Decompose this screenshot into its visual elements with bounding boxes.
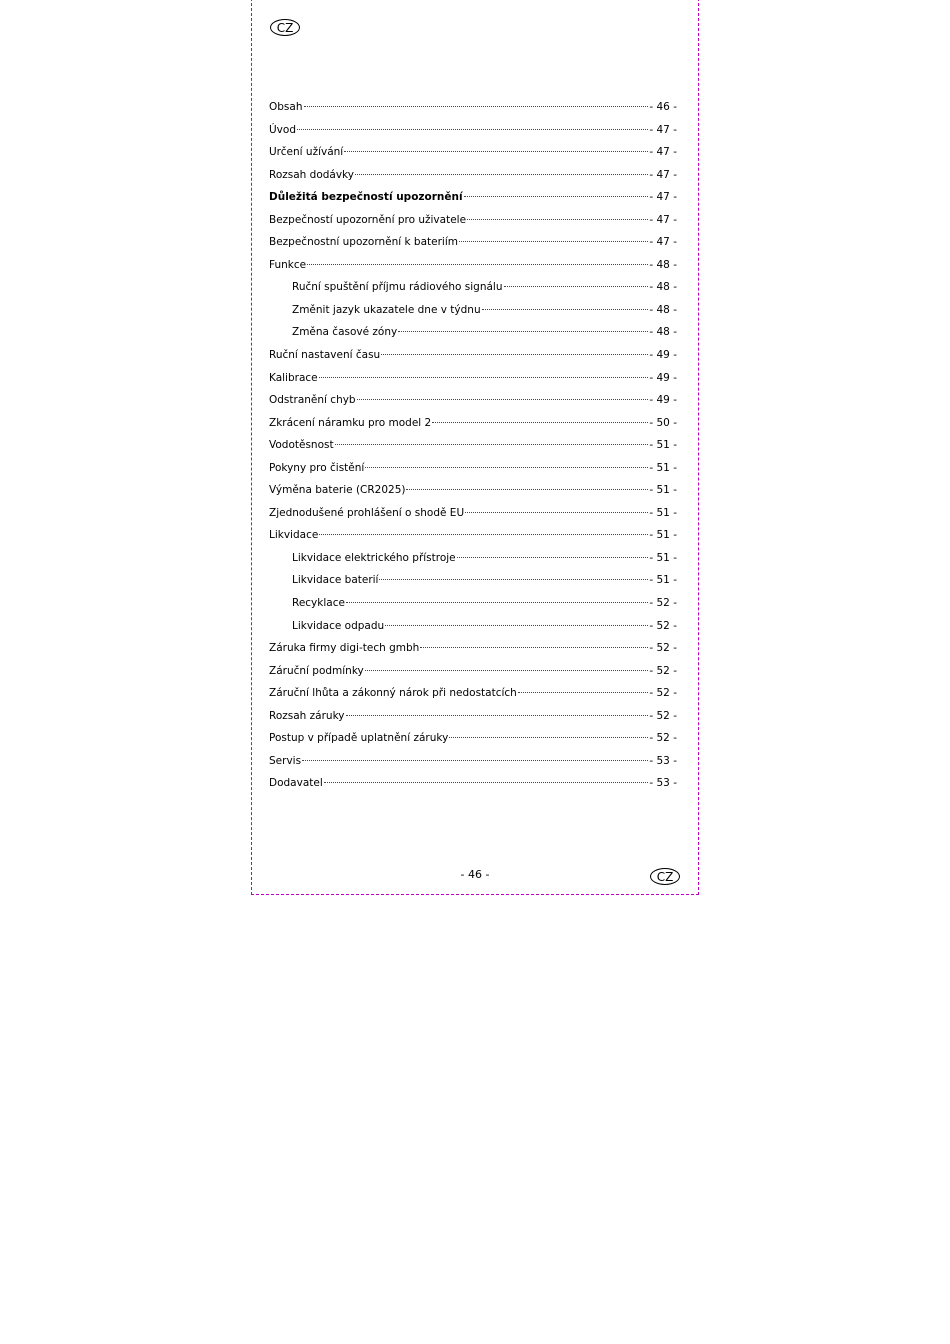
toc-entry-page: - 52 - [649,642,677,655]
toc-entry-title: Recyklace [292,597,345,610]
toc-dot-leader [406,488,648,490]
toc-entry-page: - 51 - [649,461,677,474]
toc-entry-page: - 46 - [649,101,677,113]
toc-dot-leader [449,736,648,738]
toc-dot-leader [482,308,649,310]
toc-entry[interactable] [269,299,677,322]
table-of-contents [269,96,677,795]
toc-dot-leader [518,691,649,693]
toc-entry-title: Ruční spuštění příjmu rádiového signálu [292,281,503,294]
toc-entry-title: Zjednodušené prohlášení o shodě EU [269,506,465,519]
toc-entry-page: - 52 - [649,597,677,610]
toc-entry-page: - 47 - [649,236,677,249]
toc-entry[interactable] [269,457,677,480]
toc-entry[interactable] [269,660,677,683]
toc-dot-leader [324,781,649,783]
toc-entry[interactable] [269,524,677,547]
toc-entry[interactable] [269,367,677,390]
toc-entry[interactable] [269,434,677,457]
toc-dot-leader [432,421,648,423]
toc-dot-leader [365,669,649,671]
toc-entry-title: Záruka firmy digi-tech gmbh [269,642,420,655]
toc-entry[interactable] [269,615,677,638]
toc-entry-page: - 52 - [649,709,677,722]
toc-dot-leader [302,759,648,761]
toc-entry[interactable] [269,502,677,525]
toc-dot-leader [344,150,648,152]
page-number: - 46 - [460,868,490,881]
toc-entry-title: Určení užívání [269,146,344,159]
toc-entry[interactable] [269,412,677,435]
toc-entry[interactable] [269,186,677,209]
toc-entry[interactable] [269,254,677,277]
toc-entry[interactable] [269,164,677,187]
toc-entry[interactable] [269,547,677,570]
toc-entry-title: Obsah [269,101,303,113]
toc-dot-leader [457,556,649,558]
toc-entry-title: Změnit jazyk ukazatele dne v týdnu [292,303,481,316]
toc-entry-title: Úvod [269,123,296,136]
toc-entry[interactable] [269,705,677,728]
toc-dot-leader [459,240,648,242]
toc-entry-page: - 48 - [649,303,677,316]
toc-entry[interactable] [269,389,677,412]
toc-entry-title: Postup v případě uplatnění záruky [269,732,449,745]
toc-entry[interactable] [269,727,677,750]
toc-dot-leader [304,105,649,107]
toc-dot-leader [319,376,649,378]
toc-entry[interactable] [269,569,677,592]
toc-entry-page: - 52 - [649,687,677,700]
toc-entry[interactable] [269,344,677,367]
toc-entry-page: - 48 - [649,258,677,271]
toc-entry-page: - 50 - [649,416,677,429]
toc-entry-title: Rozsah záruky [269,709,345,722]
toc-dot-leader [357,398,649,400]
toc-dot-leader [504,285,649,287]
toc-dot-leader [355,173,648,175]
toc-entry[interactable] [269,276,677,299]
toc-entry-page: - 47 - [649,123,677,136]
toc-dot-leader [346,601,648,603]
toc-dot-leader [464,195,649,197]
toc-entry-title: Vodotěsnost [269,439,334,452]
toc-entry-title: Likvidace [269,529,319,542]
toc-dot-leader [346,714,649,716]
toc-entry-page: - 47 - [649,191,677,204]
toc-entry[interactable] [269,141,677,164]
toc-entry-title: Rozsah dodávky [269,168,354,181]
toc-dot-leader [335,443,649,445]
toc-entry-title: Dodavatel [269,777,323,790]
toc-entry[interactable] [269,750,677,773]
toc-dot-leader [365,466,648,468]
toc-entry-title: Bezpečnostní upozornění k bateriím [269,236,458,249]
toc-entry-page: - 47 - [649,168,677,181]
toc-entry[interactable] [269,321,677,344]
toc-entry-title: Funkce [269,258,307,271]
toc-dot-leader [385,624,648,626]
toc-entry[interactable] [269,119,677,142]
toc-entry-title: Ruční nastavení času [269,349,381,362]
toc-entry[interactable] [269,231,677,254]
toc-entry-title: Likvidace baterií [292,574,379,587]
toc-entry-title: Výměna baterie (CR2025) [269,484,406,497]
toc-entry[interactable] [269,682,677,705]
toc-entry-title: Servis [269,754,302,767]
toc-entry-title: Odstranění chyb [269,394,356,407]
toc-entry-title: Důležitá bezpečností upozornění [269,191,463,204]
toc-entry-page: - 47 - [649,146,677,159]
toc-entry[interactable] [269,479,677,502]
toc-entry-page: - 51 - [649,439,677,452]
toc-dot-leader [398,330,648,332]
toc-entry-title: Pokyny pro čistění [269,461,365,474]
toc-dot-leader [379,578,648,580]
toc-entry-page: - 49 - [649,371,677,384]
toc-dot-leader [465,511,648,513]
toc-dot-leader [381,353,648,355]
toc-entry-page: - 52 - [649,664,677,677]
toc-dot-leader [467,218,648,220]
toc-entry-page: - 48 - [649,281,677,294]
toc-entry-title: Záruční podmínky [269,664,364,677]
toc-dot-leader [307,263,648,265]
toc-entry-page: - 52 - [649,732,677,745]
toc-entry-title: Likvidace elektrického přístroje [292,551,456,564]
toc-entry[interactable] [269,637,677,660]
toc-entry[interactable] [269,209,677,232]
toc-dot-leader [319,533,648,535]
toc-entry[interactable] [269,96,677,119]
toc-entry-title: Kalibrace [269,371,318,384]
toc-dot-leader [420,646,648,648]
toc-entry-page: - 51 - [649,484,677,497]
toc-entry-title: Změna časové zóny [292,326,398,339]
toc-entry[interactable] [269,772,677,795]
country-badge-top: CZ [270,19,300,36]
toc-entry-title: Zkrácení náramku pro model 2 [269,416,432,429]
toc-entry-title: Záruční lhůta a zákonný nárok při nedostatcích [269,687,517,700]
toc-entry[interactable] [269,592,677,615]
toc-entry-page: - 53 - [649,754,677,767]
toc-entry-page: - 49 - [649,349,677,362]
toc-entry-title: Bezpečností upozornění pro uživatele [269,213,467,226]
toc-entry-page: - 51 - [649,574,677,587]
toc-entry-page: - 51 - [649,551,677,564]
toc-entry-page: - 47 - [649,213,677,226]
toc-entry-page: - 51 - [649,529,677,542]
toc-entry-page: - 52 - [649,619,677,632]
toc-entry-title: Likvidace odpadu [292,619,385,632]
toc-entry-page: - 49 - [649,394,677,407]
country-badge-bottom: CZ [650,868,680,885]
toc-dot-leader [297,128,648,130]
toc-entry-page: - 53 - [649,777,677,790]
toc-entry-page: - 48 - [649,326,677,339]
toc-entry-page: - 51 - [649,506,677,519]
